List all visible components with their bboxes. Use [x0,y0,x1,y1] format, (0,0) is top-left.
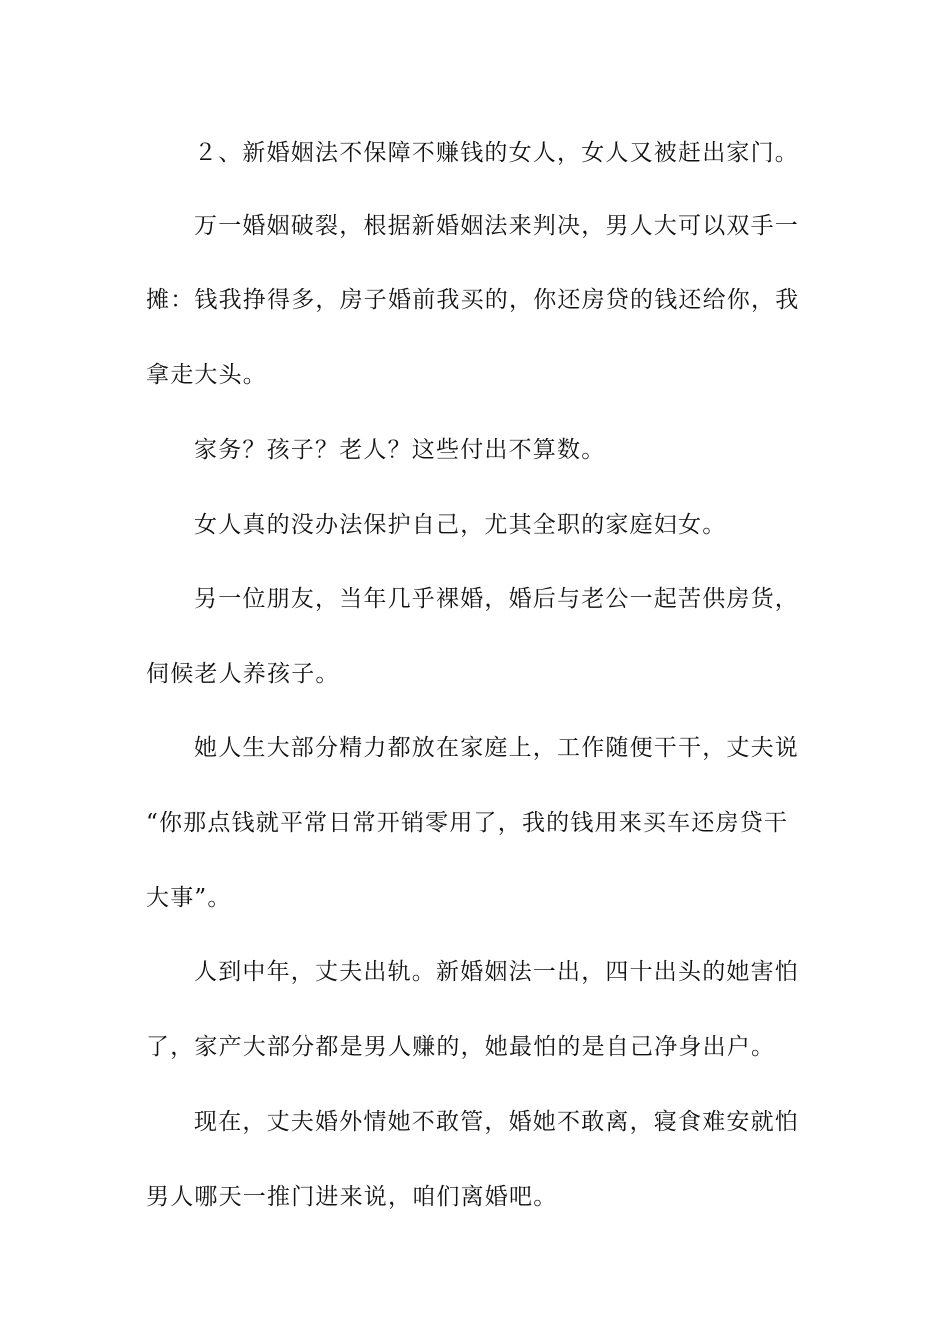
paragraph-line: 现在，丈夫婚外情她不敢管，婚她不敢离，寝食难安就怕 [194,1109,799,1135]
paragraph-line: 她人生大部分精力都放在家庭上，工作随便干干，丈夫说 [194,735,799,761]
paragraph-line: 万一婚姻破裂，根据新婚姻法来判决，男人大可以双手一 [194,213,799,239]
paragraph-line: 拿走大头。 [146,362,267,388]
paragraph-line: 大事”。 [146,885,232,911]
paragraph-line: 了，家产大部分都是男人赚的，她最怕的是自己净身出户。 [146,1034,776,1060]
paragraph-heading-line: ２、新婚姻法不保障不赚钱的女人，女人又被赶出家门。 [194,140,799,166]
paragraph-line: 人到中年，丈夫出轨。新婚姻法一出，四十出头的她害怕 [194,959,799,985]
paragraph-line: 伺候老人养孩子。 [146,661,340,687]
paragraph-line: 男人哪天一推门进来说，咱们离婚吧。 [146,1184,558,1210]
paragraph-line: “你那点钱就平常日常开销零用了，我的钱用来买车还房贷干 [146,810,789,836]
paragraph-line: 女人真的没办法保护自己，尤其全职的家庭妇女。 [194,512,727,538]
paragraph-line: 家务？孩子？老人？这些付出不算数。 [194,437,606,463]
paragraph-line: 另一位朋友，当年几乎裸婚，婚后与老公一起苦供房货， [194,586,799,612]
paragraph-line: 摊：钱我挣得多，房子婚前我买的，你还房贷的钱还给你，我 [146,287,800,313]
